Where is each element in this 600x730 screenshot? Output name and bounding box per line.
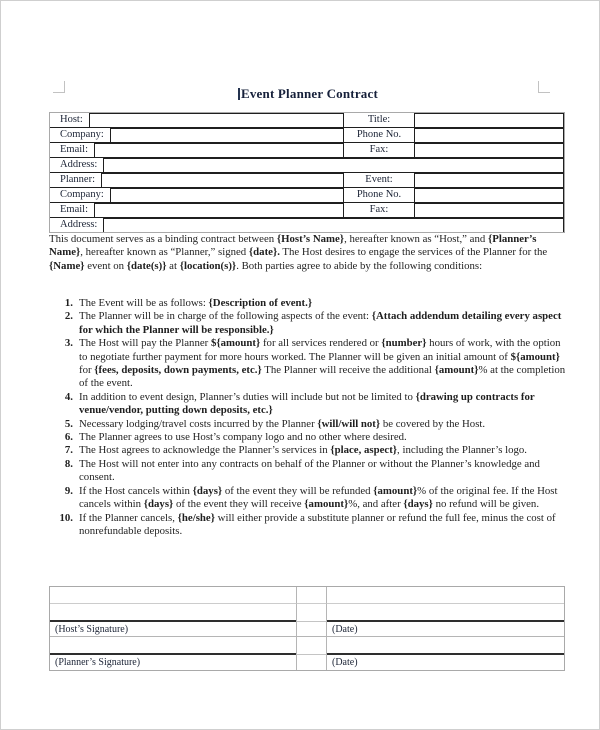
address-label-1: Address: <box>60 159 98 170</box>
condition-item-1 <box>49 297 567 310</box>
planner-signature-line-row <box>50 637 564 655</box>
condition-item-6 <box>49 431 567 444</box>
signature-gap-cell <box>296 637 327 655</box>
signature-gap-cell <box>296 604 327 622</box>
page-title-text: Event Planner Contract <box>240 86 379 101</box>
title-field[interactable] <box>414 113 564 127</box>
signature-spacer-row <box>50 587 564 604</box>
condition-text: The Host will pay the Planner ${amount} for all services rendered or {number} hours of work, with the option to negotiate further payment for more hours worked. The Planner will be given an initial amount of ${amount} for {fees, deposits, down payments, etc.} The Planner will receive the additional {amount}% at the completion of the event. <box>79 337 566 390</box>
condition-number: 10. <box>59 511 73 524</box>
fax-label-2: Fax: <box>369 204 389 215</box>
form-row-planner <box>50 173 564 188</box>
phone-label-1: Phone No. <box>356 129 402 140</box>
condition-item-7 <box>49 444 567 457</box>
host-signature-area[interactable] <box>50 587 296 604</box>
fax-field-2[interactable] <box>414 203 564 217</box>
host-date-line[interactable] <box>327 604 564 622</box>
host-signature-line[interactable] <box>50 604 296 622</box>
form-row-address-2 <box>50 218 564 232</box>
signature-table <box>49 586 565 671</box>
condition-number: 2. <box>64 310 73 323</box>
condition-number: 1. <box>64 297 73 309</box>
fax-field-1[interactable] <box>414 143 564 157</box>
email-label-2: Email: <box>60 204 88 215</box>
condition-number: 7. <box>64 444 73 457</box>
condition-item-3 <box>49 337 567 391</box>
condition-item-10 <box>49 512 567 539</box>
condition-number: 8. <box>64 457 73 470</box>
phone-field-2[interactable] <box>414 188 564 202</box>
signature-gap-cell <box>296 655 327 670</box>
planner-field[interactable] <box>101 173 344 187</box>
address-label-2: Address: <box>60 219 98 230</box>
company-field-1[interactable] <box>110 128 344 142</box>
fax-label-1: Fax: <box>369 144 389 155</box>
condition-text: In addition to event design, Planner’s duties will include but not be limited to {drawing up contracts for venue/vendor, putting down deposits, etc.} <box>79 390 535 417</box>
page-title <box>49 86 567 102</box>
host-signature-label-row <box>50 622 564 637</box>
email-field-2[interactable] <box>94 203 344 217</box>
form-row-company-1 <box>50 128 564 143</box>
address-field-1[interactable] <box>103 158 564 172</box>
phone-label-2: Phone No. <box>356 189 402 200</box>
company-label-2: Company: <box>60 189 104 200</box>
condition-text: Necessary lodging/travel costs incurred by the Planner {will/will not} be covered by the Host. <box>79 417 486 430</box>
planner-signature-label: (Planner’s Signature) <box>55 657 141 668</box>
condition-text: The Host agrees to acknowledge the Planner’s services in {place, aspect}, including the Planner’s logo. <box>79 444 527 457</box>
form-row-host <box>50 113 564 128</box>
planner-date-line[interactable] <box>327 637 564 655</box>
host-field[interactable] <box>89 113 344 127</box>
host-date-label: (Date) <box>327 622 564 637</box>
condition-number: 3. <box>64 337 73 350</box>
condition-item-5 <box>49 418 567 431</box>
condition-item-9 <box>49 485 567 512</box>
condition-text: The Planner will be in charge of the following aspects of the event: {Attach addendum detailing every aspect for which the Planner will be responsible.} <box>79 310 562 336</box>
conditions-list <box>49 297 567 538</box>
form-row-email-1 <box>50 143 564 158</box>
email-label-1: Email: <box>60 144 88 155</box>
email-field-1[interactable] <box>94 143 344 157</box>
planner-date-label: (Date) <box>332 657 358 668</box>
address-field-2[interactable] <box>103 218 564 232</box>
condition-number: 6. <box>64 431 73 444</box>
condition-text: The Event will be as follows: {Description of event.} <box>79 297 313 309</box>
planner-signature-label-row <box>50 655 564 670</box>
condition-item-4 <box>49 391 567 418</box>
text-cursor <box>238 88 240 100</box>
company-field-2[interactable] <box>110 188 344 202</box>
planner-signature-line[interactable] <box>50 637 296 655</box>
condition-text: The Planner agrees to use Host’s company logo and no other where desired. <box>79 431 407 444</box>
form-row-company-2 <box>50 188 564 203</box>
title-label: Title: <box>367 114 391 125</box>
host-signature-label: (Host’s Signature) <box>50 622 296 637</box>
condition-item-8 <box>49 458 567 485</box>
form-row-email-2 <box>50 203 564 218</box>
planner-label: Planner: <box>60 174 95 185</box>
form-row-address-1 <box>50 158 564 173</box>
event-label: Event: <box>365 174 393 185</box>
signature-gap-cell <box>296 622 327 637</box>
condition-text: If the Planner cancels, {he/she} will either provide a substitute planner or refund the full fee, minus the cost of nonrefundable deposits. <box>79 511 556 537</box>
condition-item-2 <box>49 310 567 337</box>
intro-paragraph: This document serves as a binding contract between {Host’s Name}, hereafter known as “Host,” and {Planner’s Name}, hereafter known as “Planner,” signed {date}. The Host desires to engage the services of the Planner for the {Name} event on {date(s)} at {location(s)}. Both parties agree to abide by the following conditions: <box>49 233 548 272</box>
host-signature-line-row <box>50 604 564 622</box>
company-label-1: Company: <box>60 129 104 140</box>
host-date-area[interactable] <box>327 587 564 604</box>
condition-number: 4. <box>64 390 73 403</box>
condition-text: If the Host cancels within {days} of the event they will be refunded {amount}% of the original fee. If the Host cancels within {days} of the event they will receive {amount}%, and after {days} no refund will be given. <box>79 484 558 511</box>
host-label: Host: <box>60 114 83 125</box>
signature-gap-cell <box>296 587 327 604</box>
condition-number: 5. <box>64 417 73 430</box>
condition-text: The Host will not enter into any contracts on behalf of the Planner or without the Planner’s knowledge and consent. <box>79 457 540 484</box>
contact-form-table <box>49 112 565 233</box>
event-field[interactable] <box>414 173 564 187</box>
condition-number: 9. <box>64 484 73 497</box>
phone-field-1[interactable] <box>414 128 564 142</box>
